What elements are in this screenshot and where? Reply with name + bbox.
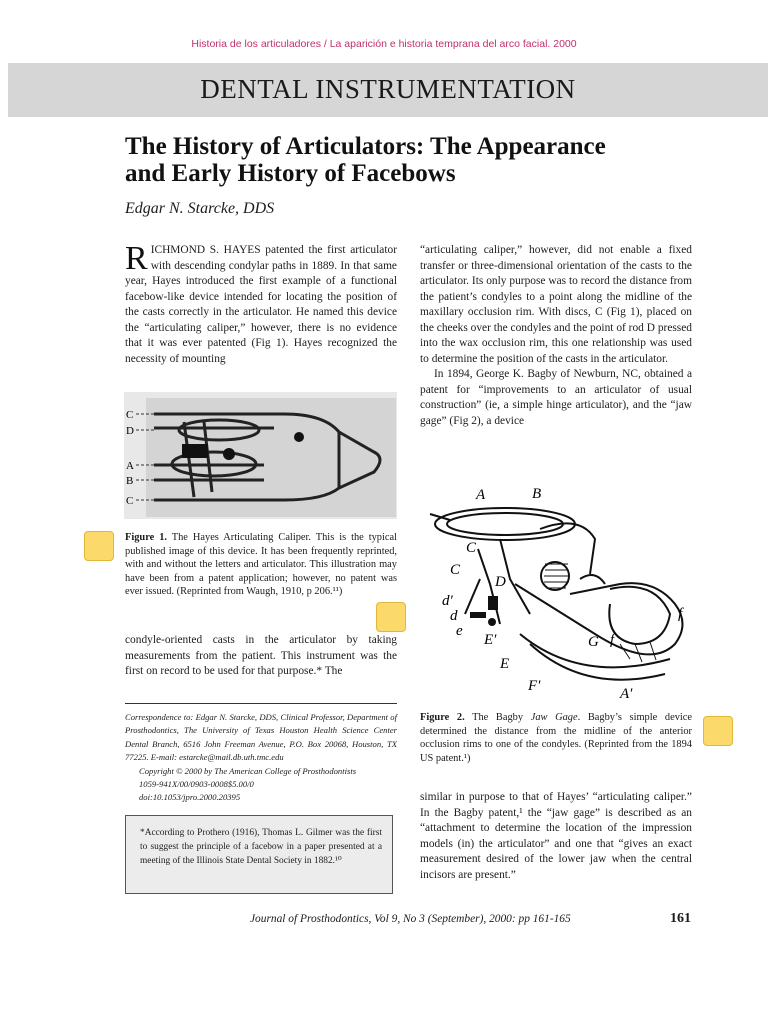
correspondence-address: Correspondence to: Edgar N. Starcke, DDS, Clinical Professor, Department of Prosthodontics, The University of Texas Houston Health Science Center Dental Branch, 6516 John Freeman Avenue, P.O. Box 20068, Houston, TX 77225. E-mail: estarcke@mail.db.uth.tmc.edu — [125, 712, 397, 763]
fig2-label-c-upper: C — [466, 540, 477, 556]
figure-1-caption — [125, 531, 397, 599]
figure-1-caption-label: Figure 1. — [125, 532, 167, 543]
running-header: Historia de los articuladores / La aparición e historia temprana del arco facial. 2000 — [191, 38, 577, 50]
footnote-box — [125, 815, 393, 894]
right-column-text-bottom — [420, 790, 692, 883]
fig2-label-f-mid: f — [610, 632, 615, 648]
section-title: DENTAL INSTRUMENTATION — [200, 74, 576, 104]
page-number: 161 — [670, 911, 691, 926]
fig2-label-b: B — [532, 486, 542, 502]
intro-paragraph-text: ICHMOND S. HAYES patented the first articulator with descending condylar paths in 1889. In that same year, Hayes introduced the first example of a functional facebow-like device intended for locating the position of the casts correctly in the articulator. He named this device the “articulating caliper,” however, there is no evidence that it was ever patented (Fig 1). Hayes recognized the necessity of mounting — [125, 244, 397, 365]
author-byline: Edgar N. Starcke, DDS — [125, 200, 275, 217]
title-line-1: The History of Articulators: The Appearance — [125, 133, 606, 160]
left-column-text-bottom — [125, 633, 397, 680]
section-banner — [8, 63, 768, 117]
fig2-label-a: A — [476, 487, 486, 503]
sticky-note-marker-3[interactable] — [703, 716, 733, 746]
correspondence-rule — [125, 703, 397, 704]
fig1-label-b: B — [126, 475, 134, 487]
footnote-text: *According to Prothero (1916), Thomas L. Gilmer was the first to suggest the principle of a facebow in a paper presented at a meeting of the Illinois State Dental Society in 1882.¹⁰ — [140, 828, 382, 866]
title-line-2: and Early History of Facebows — [125, 160, 456, 187]
fig1-label-c-bottom: C — [126, 495, 134, 507]
right-paragraph-1: “articulating caliper,” however, did not enable a fixed transfer or three-dimensional orientation of the casts to the articulator. Its only purpose was to record the distance from the patient’s condyles to a point along the midline of the maxillary occlusion rim. With discs, C (Fig 1), placed on the cheeks over the condyles and the point of rod D pressed into the wax occlusion rim, this one relationship was used to determine the position of the casts in the articulator. — [420, 244, 692, 365]
sticky-note-marker-1[interactable] — [84, 531, 114, 561]
figure-2-caption — [420, 711, 692, 765]
continuation-paragraph: condyle-oriented casts in the articulator by taking measurements from the patient. This instrument was the first on record to be used for that purpose.* The — [125, 634, 397, 677]
figure-1-caption-text: The Hayes Articulating Caliper. This is the typical published image of this device. It has been frequently reprinted, with and without the letters and articulator. This illustration may have been from a patent application; however, no patent was ever issued. (Reprinted from Waugh, 1910, p 206.¹¹) — [125, 532, 398, 598]
fig2-label-d-prime: d′ — [442, 593, 453, 609]
figure-2-caption-post: . Bagby’s simple device determined the distance from the midline of the anterior occlusion rims to one of the condyles. (Reprinted from the 1894 US patent.¹) — [420, 712, 693, 764]
figure-1-image — [124, 392, 397, 519]
intro-paragraph — [125, 240, 397, 367]
figure-2-image — [420, 484, 692, 702]
issn-line: 1059-941X/00/0903-0008$5.00/0 — [139, 779, 254, 790]
fig2-label-e-upper: E — [500, 656, 510, 672]
right-paragraph-2: In 1894, George K. Bagby of Newburn, NC, obtained a patent for “improvements to an articulator of usual construction” (ie, a simple hinge articulator), and the “jaw gage” (Fig 2), a device — [420, 368, 692, 427]
fig2-label-e-lower: e — [456, 623, 463, 639]
left-column-text-top — [125, 240, 397, 367]
figure-2-caption-pre: The Bagby — [464, 712, 531, 723]
figure-2-caption-italic: Jaw Gage — [530, 712, 578, 723]
fig1-label-a: A — [126, 460, 134, 472]
fig2-label-f-right: f — [678, 606, 683, 622]
sticky-note-marker-2[interactable] — [376, 602, 406, 632]
fig2-label-d-upper: D — [495, 574, 506, 590]
fig2-label-g: G — [588, 634, 599, 650]
drop-cap: R — [125, 240, 148, 277]
doi-line: doi:10.1053/jpro.2000.20395 — [139, 792, 241, 803]
article-title — [125, 133, 725, 187]
journal-citation: Journal of Prosthodontics, Vol 9, No 3 (September), 2000: pp 161-165 — [250, 913, 571, 925]
fig2-label-e-prime: E′ — [484, 632, 497, 648]
bagby-jaw-gage-illustration — [420, 484, 692, 702]
correspondence-block — [125, 711, 397, 805]
right-column-text-top — [420, 243, 692, 429]
fig2-label-d-lower: d — [450, 608, 458, 624]
copyright-line: Copyright © 2000 by The American College of Prosthodontists — [139, 765, 357, 776]
right-paragraph-3: similar in purpose to that of Hayes’ “articulating caliper.” In the Bagby patent,¹ the “jaw gage” is described as an “attachment to determine the location of the impression models (in) the articulator” and one that “gives an exact measurement desired of the lower jaw when the central incisors are present.” — [420, 791, 692, 881]
figure-2-caption-label: Figure 2. — [420, 712, 465, 723]
fig2-label-f-prime: F′ — [528, 678, 541, 694]
fig2-label-c-lower: C — [450, 562, 461, 578]
fig1-label-d: D — [126, 425, 134, 437]
fig1-label-c-top: C — [126, 409, 134, 421]
fig2-label-a-prime: A′ — [620, 686, 633, 702]
hayes-caliper-illustration — [124, 392, 397, 519]
